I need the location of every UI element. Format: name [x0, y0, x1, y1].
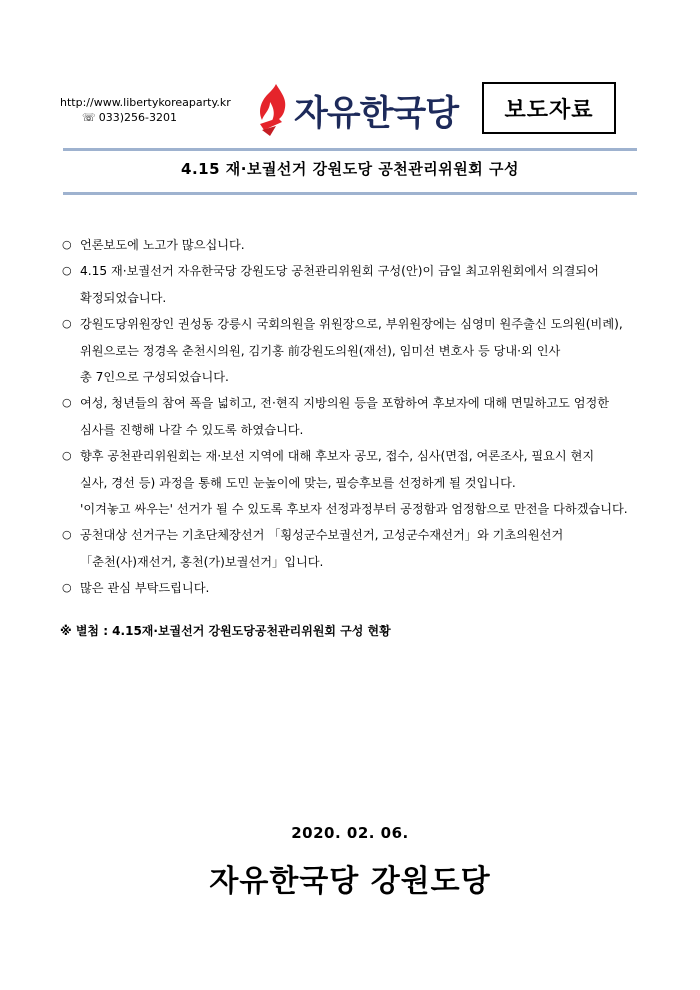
- party-logo: [254, 80, 459, 140]
- bullet-item: [60, 311, 645, 390]
- bullet-line: 실사, 경선 등) 과정을 통해 도민 눈높이에 맞는, 필승후보를 선정하게 될 것입니다.: [80, 475, 516, 490]
- bullet-marker-icon: ○: [62, 528, 72, 542]
- bullet-line: 여성, 청년들의 참여 폭을 넓히고, 전·현직 지방의원 등을 포함하여 후보자에 대해 면밀하고도 엄정한: [80, 396, 610, 411]
- bullet-line: 향후 공천관리위원회는 재·보선 지역에 대해 후보자 공모, 접수, 심사(면접, 여론조사, 필요시 현지: [80, 449, 595, 464]
- bullet-line: 언론보도에 노고가 많으십니다.: [80, 238, 245, 252]
- title-rule-top: [63, 148, 637, 151]
- letterhead: [0, 0, 700, 150]
- bullet-line: 「춘천(사)재선거, 홍천(가)보궐선거」입니다.: [80, 554, 324, 569]
- phone-line: [60, 110, 231, 125]
- bullet-item: [60, 232, 645, 258]
- bullet-line: 강원도당위원장인 권성동 강릉시 국회의원을 위원장으로, 부위원장에는 심영미 원주출신 도의원(비례),: [80, 317, 623, 332]
- press-release-label: 보도자료: [482, 82, 616, 134]
- bullet-line: 많은 관심 부탁드립니다.: [80, 581, 210, 596]
- bullet-line: 위원으로는 정경옥 춘천시의원, 김기홍 前강원도의원(재선), 임미선 변호사 등 당내·외 인사: [80, 343, 561, 358]
- bullet-item: [60, 443, 645, 522]
- bullet-marker-icon: ○: [62, 238, 72, 251]
- bullet-line: 4.15 재·보궐선거 자유한국당 강원도당 공천관리위원회 구성(안)이 금일 최고위원회에서 의결되어: [80, 264, 599, 279]
- bullet-marker-icon: ○: [62, 317, 72, 331]
- bullet-item: [60, 575, 645, 601]
- phone-icon: ☏: [82, 111, 96, 124]
- bullet-list: [60, 232, 645, 602]
- bullet-marker-icon: ○: [62, 449, 72, 463]
- phone-number: 033)256-3201: [98, 111, 178, 124]
- bullet-line: '이겨놓고 싸우는' 선거가 될 수 있도록 후보자 선정과정부터 공정함과 엄정함으로 만전을 다하겠습니다.: [80, 502, 628, 517]
- bullet-item: [60, 258, 645, 311]
- bullet-line: 확정되었습니다.: [80, 290, 167, 305]
- document-title: 4.15 재·보궐선거 강원도당 공천관리위원회 구성: [181, 160, 519, 178]
- release-date: 2020. 02. 06.: [291, 824, 409, 842]
- attachment-note: ※ 별첨 : 4.15재·보궐선거 강원도당공천관리위원회 구성 현황: [60, 624, 391, 638]
- title-rule-bottom: [63, 192, 637, 195]
- bullet-item: [60, 390, 645, 443]
- torch-flame-icon: [254, 82, 292, 138]
- website-url: http://www.libertykoreaparty.kr: [60, 96, 231, 109]
- bullet-marker-icon: ○: [62, 581, 72, 595]
- logo-wordmark: 자유한국당: [294, 94, 459, 134]
- bullet-line: 공천대상 선거구는 기초단체장선거 「횡성군수보궐선거, 고성군수재선거」와 기초의원선거: [80, 528, 564, 543]
- bullet-line: 총 7인으로 구성되었습니다.: [80, 370, 229, 385]
- bullet-line: 심사를 진행해 나갈 수 있도록 하였습니다.: [80, 422, 304, 437]
- contact-info: [60, 95, 231, 125]
- bullet-marker-icon: ○: [62, 396, 72, 410]
- issuing-organization: 자유한국당 강원도당: [209, 864, 491, 899]
- bullet-marker-icon: ○: [62, 264, 72, 278]
- bullet-item: [60, 522, 645, 575]
